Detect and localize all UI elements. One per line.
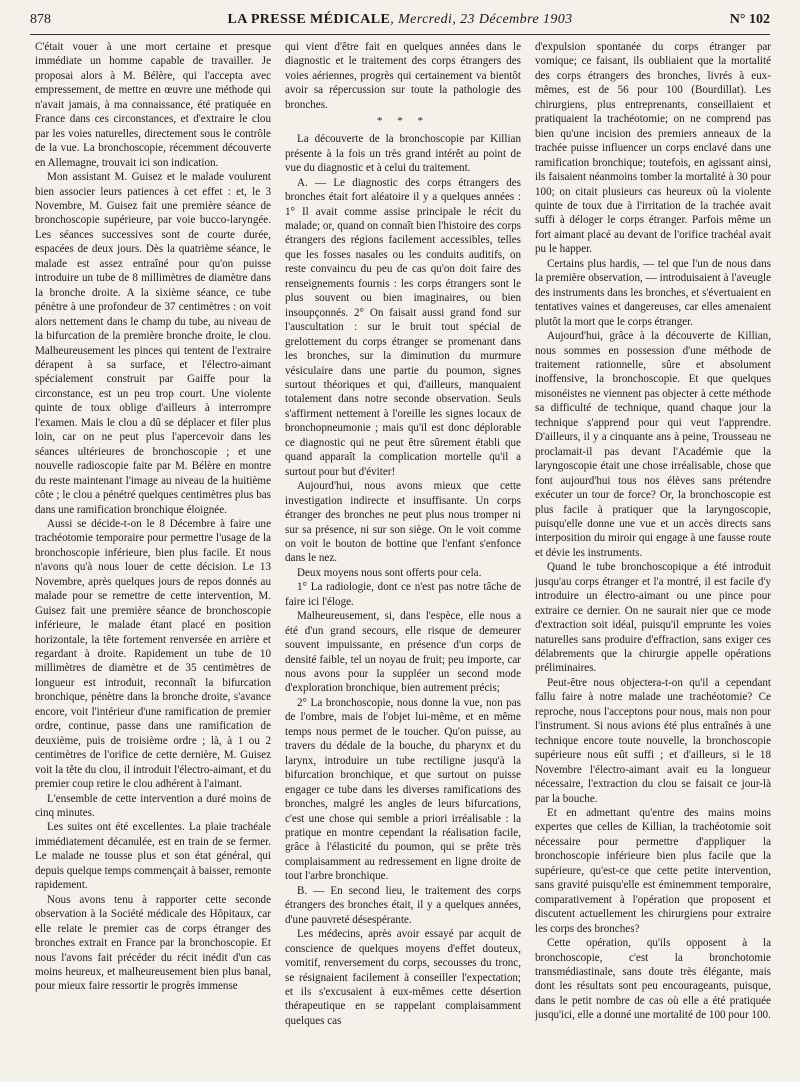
issue-date: , Mercredi, 23 Décembre 1903 bbox=[390, 12, 573, 27]
journal-title-line bbox=[30, 12, 770, 28]
paragraph: Et en admettant qu'entre des mains moins expertes que celles de Killian, la trachéotomie soit nécessaire pour permettre d'appliquer la bronchoscopie inférieure bien plus facile que la supérieure, qu'est-ce que cette petite intervention, sans gravité puisqu'elle est éminemment temporaire, comparativement à l'opération que proposent et discutent actuellement les chirurgiens pour extraire les corps des bronches? bbox=[535, 807, 771, 935]
paragraph: Nous avons tenu à rapporter cette seconde observation à la Société médicale des Hôpitaux, car elle relate le premier cas de corps étranger des bronches extrait en France par la bronchoscopie. Et nous l'avons fait précéder du récit inédit d'un cas moins heureux, et malheureusement bien plus banal, pour mieux faire ressortir le progrès immense bbox=[35, 893, 271, 993]
paragraph: La découverte de la bronchoscopie par Killian présente à la fois un très grand intérêt au point de vue du diagnostic et à celui du traitement. bbox=[285, 133, 521, 175]
column-2 bbox=[285, 40, 521, 1075]
paragraph: B. — En second lieu, le traitement des corps étrangers des bronches était, il y a quelques années, d'une pauvreté désespérante. bbox=[285, 884, 521, 926]
column-1 bbox=[35, 40, 271, 1075]
page-header bbox=[30, 12, 770, 34]
paragraph: Aujourd'hui, nous avons mieux que cette investigation indirecte et insuffisante. Un corps étranger des bronches ne peut plus nous tromper ni sur sa présence, ni sur son siège. On le voit comme on voit le bouton de bottine que l'enfant s'enfonce dans le nez. bbox=[285, 480, 521, 565]
paragraph: Les suites ont été excellentes. La plaie trachéale immédiatement décanulée, est en train de se fermer. Le malade ne tousse plus et son état général, qui depuis quelque temps commençait à baisser, remonte rapidement. bbox=[35, 821, 271, 892]
paragraph: Certains plus hardis, — tel que l'un de nous dans la première observation, — introduisaient à l'aveugle des instruments dans les bronches, et s'évertuaient en tentatives vaines et dangereuses, car elles amenaient plutôt la mort que le corps étranger. bbox=[535, 257, 771, 328]
paragraph: 2° La bronchoscopie, nous donne la vue, non pas de l'ombre, mais de l'objet lui-même, et en même temps nous permet de le toucher. Qu'on puisse, au travers du dédale de la bouche, du pharynx et du larynx, introduire un tube rectiligne jusqu'à la bifurcation bronchique, et que surtout on puisse engager ce tube dans les diverses ramifications des bronches, malgré les angles de leurs bifurcations, c'est une chose qui semble a priori irréalisable : la pratique en montre cependant la réalisation facile, grâce à l'élasticité du poumon, qui se prête très complaisamment au redressement en ligne droite de tout l'arbre bronchique. bbox=[285, 696, 521, 883]
paragraph: Mon assistant M. Guisez et le malade voulurent bien associer leurs patiences à cet effet : et, le 3 Novembre, M. Guisez fait une première séance de bronchoscopie supérieure, par voie bucco-laryngée. Les séances successives sont de courte durée, espacées de deux jours. Dès la quatrième séance, le malade est assez entraîné pour qu'on puisse introduire un tube de 8 millimètres de diamètre dans la bronche droite. A la sixième séance, ce tube pénètre à une profondeur de 37 centimètres : on voit alors nettement dans le champ du tube, au niveau de la bifurcation de la première bronche droite, le clou. Malheureusement les pinces qui tentent de l'extraire dérapent à sa surface, et l'électro-aimant spécialement construit par Gaiffe pour la circonstance, est un peu trop court. Une violente quinte de toux oblige d'ailleurs à interrompre l'examen. Mais le clou a dû se déplacer et filer plus loin, car on ne peut plus l'apercevoir dans les séances ultérieures de bronchoscopie ; et une nouvelle radioscopie faite par M. Bélère en montre du reste maintenant l'image au niveau de la huitième côte ; le clou a pénétré quelques centimètres plus bas dans une ramification bronchique éloignée. bbox=[35, 171, 271, 516]
paragraph: C'était vouer à une mort certaine et presque immédiate un homme capable de travailler. Je proposai alors à M. Bélère, qui l'accepta avec empressement, de mettre en œuvre une méthode qui n'avait jamais, à ma connaissance, été pratiquée en France dans ces circonstances, et d'extraire le clou par les voies naturelles, directement sous le contrôle de la vue. La bronchoscopie, récemment découverte en Allemagne, trouvait ici son indication. bbox=[35, 41, 271, 169]
paragraph: Deux moyens nous sont offerts pour cela. bbox=[297, 566, 482, 579]
paragraph: 1° La radiologie, dont ce n'est pas notre tâche de faire ici l'éloge. bbox=[285, 581, 521, 608]
paragraph: Malheureusement, si, dans l'espèce, elle nous a été d'un grand secours, elle risque de demeurer souvent impuissante, en présence d'un corps de densité faible, tel un noyau de fruit; peu importe, car nous avons pour la suppléer un second mode d'exploration bronchique, bien autrement précis; bbox=[285, 610, 521, 695]
paragraph: L'ensemble de cette intervention a duré moins de cinq minutes. bbox=[35, 792, 271, 820]
paragraph: Cette opération, qu'ils opposent à la bronchoscopie, c'est la bronchotomie transmédiastinale, sans doute très élégante, mais dont les résultats sont peu encourageants, puisque, dans le petit nombre de cas où elle a été pratiquée jusqu'ici, elle a donné une mortalité de 100 pour 100. bbox=[535, 937, 771, 1022]
paragraph: qui vient d'être fait en quelques années dans le diagnostic et le traitement des corps étrangers des voies aériennes, progrès qui certainement va bientôt avoir sa répercussion sur toute la pathologie des bronches. bbox=[285, 41, 521, 111]
paragraph: A. — Le diagnostic des corps étrangers des bronches était fort aléatoire il y a quelques années : 1° Il avait comme assise principale le récit du malade; or, quand on connaît bien l'histoire des corps étrangers des régions facilement accessibles, telles que les fosses nasales ou les conduits auditifs, on reste convaincu du peu de cas qu'on doit faire des renseignements fournis : les corps étrangers sont le plus souvent ou bien imaginaires, ou bien insoupçonnés. 2° On faisait aussi grand fond sur l'auscultation : sur le bruit tout spécial de grelottement du corps étranger se promenant dans les bronches, sur la diminution du murmure vésiculaire dans une partie du poumon, signes surtout théoriques et qui, d'ailleurs, manquaient totalement dans notre seconde observation. Seuls s'affirment nettement à l'oreille les signes locaux de bronchopneumonie ; mais qu'il est donc déplorable ce diagnostic qui ne peut être sûrement établi que quand apparaît la complication mortelle qu'il a surtout pour but d'éviter! bbox=[285, 176, 521, 478]
paragraph: Peut-être nous objectera-t-on qu'il a cependant fallu faire à notre malade une trachéotomie? Ce reproche, nous l'acceptons pour nous, mais non pour l'instrument. Si nous avions été plus entraînés à une technique encore toute nouvelle, la bronchoscopie supérieure nous eût suffi ; et d'ailleurs, si le 18 Novembre l'électro-aimant avait eu la longueur nécessaire, l'extraction du clou se faisait ce jour-là par la bouche. bbox=[535, 676, 771, 805]
paragraph: Les médecins, après avoir essayé par acquit de conscience de quelques moyens d'effet douteux, vomitif, renversement du corps, secousses du tronc, se résignaient facilement à conseiller l'expectation; et ils s'excusaient à eux-mêmes cette désertion thérapeutique en se rappelant complaisamment quelques cas bbox=[285, 928, 521, 1027]
paragraph: Quand le tube bronchoscopique a été introduit jusqu'au corps étranger et l'a montré, il est facile d'y introduire un électro-aimant ou une pince pour extraire ce dernier. On ne saurait nier que ce mode d'extraction soit idéal, puisqu'il emprunte les voies naturelles sans produire d'effraction, sans exiger ces délabrements que la chirurgie appelle opérations préliminaires. bbox=[535, 561, 771, 675]
page-number: 878 bbox=[30, 12, 51, 27]
paragraph: Aujourd'hui, grâce à la découverte de Killian, nous sommes en possession d'une méthode de traitement rationnelle, sûre et absolument inoffensive, la bronchoscopie. Et que quelques misonéistes ne viennent pas objecter à cette méthode sa difficulté de technique, quand chaque jour la technique s'apprend pour qui veut l'apprendre. D'ailleurs, il y a cinquante ans à peine, Trousseau ne proclamait-il pas devant l'Académie que la laryngoscopie était une chose irréalisable, chose que font aujourd'hui tous nos élèves sans prétendre exécuter un tour de force? Or, la bronchoscopie est plus facile à pratiquer que la laryngoscopie, puisqu'elle donne une vue et un accès directs sans interposition du miroir qui engage à une fausse route et dévie les instruments. bbox=[535, 330, 771, 559]
header-rule bbox=[30, 34, 770, 35]
paragraph: d'expulsion spontanée du corps étranger par vomique; ce faisant, ils oubliaient que la mortalité des corps étrangers des bronches, livrés à eux-mêmes, est de 56 pour 100 (Bourdillat). Les chirurgiens, plus entreprenants, conseillaient et pratiquaient la trachéotomie; on ne comprend pas bien qu'une incision des premiers anneaux de la trachée puisse influencer un corps enclavé dans une ramification bronchique; toutefois, en agissant ainsi, ils faisaient néanmoins tomber la mortalité à 30 pour 100; on citait plusieurs cas heureux où la violente quinte de toux due à l'irritation de la trachée avait suffi à déloger le corps étranger. Parfois même un fort aimant placé au devant de l'orifice trachéal avait pu le happer. bbox=[535, 41, 771, 256]
issue-number: N° 102 bbox=[729, 12, 770, 27]
journal-name: LA PRESSE MÉDICALE bbox=[227, 12, 391, 27]
section-separator: * * * bbox=[377, 115, 429, 128]
paragraph: Aussi se décide-t-on le 8 Décembre à faire une trachéotomie temporaire pour permettre l'usage de la bronchoscopie inférieure, bien plus facile. Et nous n'avons qu'à nous louer de cette décision. Le 13 Novembre, après quelques jours de repos donnés au malade pour se remettre de cette intervention, M. Guisez fait une première séance de bronchoscopie inférieure, le malade étant placé en position horizontale, la tête fortement renversée en arrière et regardant à droite. Rapidement un tube de 10 millimètres de diamètre et de 35 centimètres de longueur est introduit, reconnaît la bifurcation bronchique, pénètre dans la bronche droite, s'avance encore, voit l'intérieur d'une ramification de premier ordre, continue, passe dans une ramification de deuxième, puis de troisième ordre ; là, à 1 ou 2 centimètres de l'orifice de cette dernière, M. Guisez voit la tête du clou, il introduit l'électro-aimant, et du premier coup retire le clou adhérent à l'aimant. bbox=[35, 517, 271, 791]
column-3 bbox=[535, 40, 771, 1075]
